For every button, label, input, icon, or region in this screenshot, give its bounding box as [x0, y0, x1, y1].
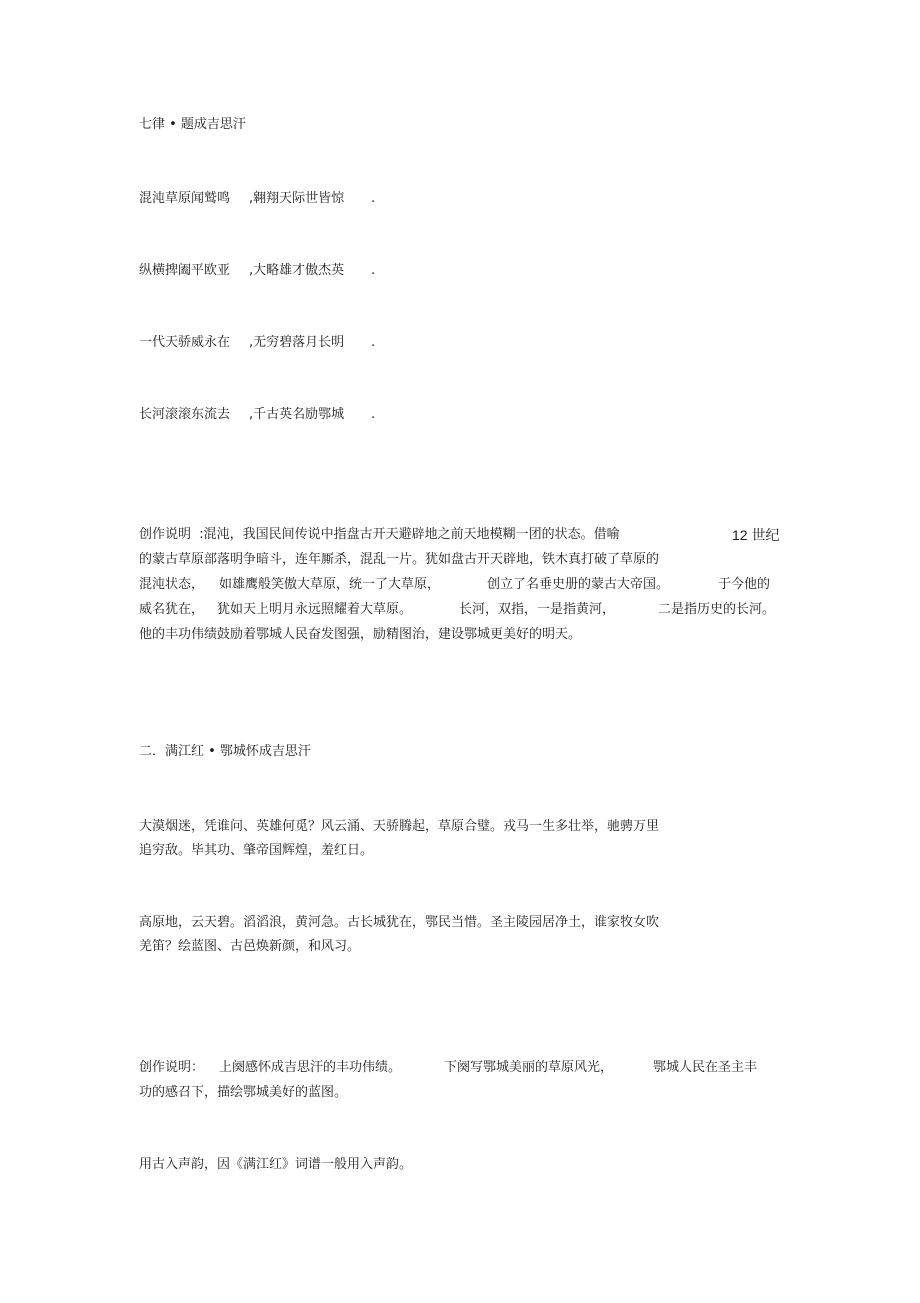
poem2-note-line-1-d: 鄂城人民在圣主丰 — [653, 1060, 758, 1075]
poem1-note-line-4-c: 长河，双指，一是指黄河， — [459, 602, 616, 617]
poem1-note-line-3-a: 混沌状态， — [139, 577, 205, 592]
poem1-line-3-first: 一代天骄威永在 — [139, 335, 231, 350]
poem1-title: 七律 • 题成吉思汗 — [139, 117, 246, 132]
poem1-line-2-end: . — [371, 263, 376, 278]
poem2-note-line-1-b: 上阕感怀成吉思汗的丰功伟绩。 — [219, 1060, 402, 1075]
poem1-line-2-first: 纵横捭阖平欧亚 — [139, 263, 231, 278]
poem1-note-line-1-century: 12 世纪 — [732, 527, 780, 543]
poem1-line-4 — [139, 402, 376, 506]
poem1-line-3-second: ,无穷碧落月长明 — [249, 335, 345, 350]
poem2-stanza2-line-2: 羌笛？绘蓝图、古邑焕新颜，和风习。 — [139, 939, 361, 954]
poem1-note-line-3-d: 于今他的 — [718, 577, 771, 592]
poem2-stanza2-line-1: 高原地，云天碧。滔滔浪，黄河急。古长城犹在，鄂民当惜。圣主陵园居净土，谁家牧女吹 — [139, 915, 660, 930]
poem1-line-1-second: ,翱翔天际世皆惊 — [249, 191, 345, 206]
poem1-note-line-2: 的蒙古草原部落明争暗斗，连年厮杀，混乱一片。犹如盘古开天辟地，铁木真打破了草原的 — [139, 552, 660, 567]
poem1-note-line-3-b: 如雄鹰般笑傲大草原，统一了大草原， — [219, 577, 441, 592]
poem2-rhyme-note: 用古入声韵，因《满江红》词谱一般用入声韵。 — [139, 1157, 413, 1172]
poem2-stanza1-line-2: 追穷敌。毕其功、肇帝国辉煌，羞红日。 — [139, 843, 374, 858]
poem1-note-line-3-c: 创立了名垂史册的蒙古大帝国。 — [487, 577, 670, 592]
poem1-note-line-5: 他的丰功伟绩鼓励着鄂城人民奋发图强，励精图治，建设鄂城更美好的明天。 — [139, 627, 582, 642]
poem1-line-1-end: . — [371, 191, 376, 206]
poem1-line-3-end: . — [371, 335, 376, 350]
poem1-note-line-4-b: 犹如天上明月永远照耀着大草原。 — [217, 602, 413, 617]
poem2-title: 二．满江红 • 鄂城怀成吉思汗 — [139, 744, 311, 759]
poem1-note-line-4-d: 二是指历史的长河。 — [658, 602, 776, 617]
poem1-line-4-first: 长河滚滚东流去 — [139, 407, 231, 422]
poem1-note-line-1-text: 创作说明 :混沌，我国民间传说中指盘古开天避辟地之前天地模糊一团的状态。借喻 — [139, 527, 620, 542]
poem2-note-line-1-a: 创作说明： — [139, 1060, 205, 1075]
poem2-note-line-1-c: 下阕写鄂城美丽的草原风光， — [444, 1060, 614, 1075]
poem1-line-4-end: . — [371, 407, 376, 422]
poem1-line-4-second: ,千古英名励鄂城 — [249, 407, 345, 422]
poem2-note-line-2: 功的感召下，描绘鄂城美好的蓝图。 — [139, 1085, 348, 1100]
poem2-stanza1-line-1: 大漠烟迷，凭谁问、英雄何觅？风云涌、天骄腾起，草原合璧。戎马一生多壮举，驰骋万里 — [139, 819, 660, 834]
poem1-note-line-4-a: 威名犹在， — [139, 602, 205, 617]
poem1-line-1-first: 混沌草原闻鹫鸣 — [139, 191, 231, 206]
poem1-line-2-second: ,大略雄才傲杰英 — [249, 263, 345, 278]
